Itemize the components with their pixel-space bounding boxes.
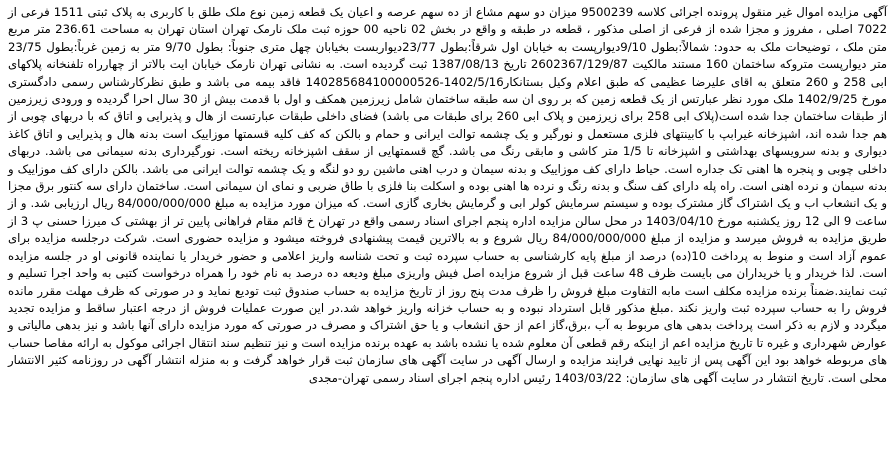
notice-body-text: آگهی مزایده اموال غیر منقول پرونده اجرائی کلاسه 9500239 میزان دو سهم مشاع از ده سهم عرصه و اعیان یک قطعه زمین نوع ملک طلق با کاربری به پلاک ثبتی 1511 فرعی از 7022 اصلی ، مفروز و مجزا شده از فرعی از اصلی مذکور ، قطعه در طبقه و واقع در بخش 02 ناحیه 00 حوزه ثبت ملک نارمک تهران استان تهران به مساحت 236.61 متر مربع متن ملک ، توضیحات ملک به حدود: شمالاً:بطول 9/10دیوارپست به خیابان اول شرقاً:بطول 23/77دیواربست بخیابان چهل متری جنوباً: بطول 9/70 متر به زمین غرباً:بطول 23/75 متر دیوارپست متروکه ساختمان 160 مستند مالکیت 2602367/129/87 تاریخ 1387/08/13 ثبت گردیده است. به نشانی تهران نارمک خیابان ایت بالاتر از چهارراه تلفنخانه پلاکهای ابی 258 و 260 متعلق به اقای علیرضا عظیمی که طبق اعلام وکیل بستانکار1402/5/16-140285684100000526 فاقد بیمه می باشد و طبق نظرکارشناس رسمی دادگستری مورخ 1402/9/25 ملک مورد نظر عبارتس از یک قطعه زمین که بر روی ان سه طبقه ساختمان شامل زیرزمین همکف و اول با قدمت بیش از 30 سال احرا گردیده و ورودی زیرزمین از طبقات ساختمان جدا شده است(پلاک ابی 258 برای زیرزمین و پلاک ابی 260 برای طبقات می باشد) فضای داخلی طبقات عبارتست از هال و پذیرایی و اتاق که با دربهای چوبی از هم جدا شده اند، اشپزخانه غیرابپ با کابینتهای فلزی مستعمل و نورگیر و یک چشمه توالت ایرانی و حمام و بالکن که کف کلیه قسمتها موزاییک است بدنه هال و پذیرایی و اتاق کاغذ دیواری و بدنه سرویسهای بهداشتی و اشپزخانه تا 1/5 متر کاشی و مابقی رنگ می باشد. گچ قسمتهایی از سقف اشپزخانه ریخته است. نورگیرداری بدنه سیمانی می باشد. دربهای داخلی چوبی و پنجره ها اهنی تک جداره است. حیاط دارای کف موزاییک و بدنه سیمان و درب اهنی ماشین رو دو لنگه و یک چشمه توالت ایرانی می باشد. بالکن دارای کف موزاییک و بدنه سیمان و نرده اهنی است. راه پله دارای کف سنگ و بدنه رنگ و نرده ها اهنی بوده و اسکلت بنا فلزی با طاق ضربی و نمای ان سیمانی است. ساختمان دارای سه کنتور برق مجزا و یک انشعاب اب و یک اشتراک گاز مشترک بوده و سیستم سرمایش کولر ابی و گرمایش بخاری گازی است. که میزان مورد مزایده به مبلغ 84/000/000/000 ریال ارزیابی شد. و از ساعت 9 الی 12 روز یکشنبه مورخ 1403/04/10 در محل سالن مزایده اداره پنجم اجرای اسناد رسمی واقع در تهران خ قائم مقام فراهانی پایین تر از بهشتی ک میرزا حسنی پ 3 از طریق مزایده به فروش میرسد و مزایده از مبلغ 84/000/000/000 ریال شروع و به بالاترین قیمت پیشنهادی فروخته میشود و مزایده حضوری است. شرکت درجلسه مزایده برای عموم آزاد است و منوط به پرداخت 10(ده) درصد از مبلغ پایه کارشناسی به حساب سپرده ثبت و تحت شناسه واریز اعلامی و حضور خریدار یا نماینده قانونی او در جلسه مزایده است. لذا خریدار و یا خریداران می بایست ظرف 48 ساعت قبل از شروع مزایده اصل فیش واریزی مبلغ ودیعه ده درصد به نام خود را همراه درخواست کتبی به واحد اجرا تسلیم و ثبت نمایند.ضمناً برنده مزایده مکلف است مابه التفاوت مبلغ فروش را ظرف مدت پنج روز از تاریخ مزایده به حساب صندوق ثبت تودیع نماید و در صورتی که ظرف مهلت مقرر مانده فروش را به حساب سپرده ثبت واریز نکند .مبلغ مذکور قابل استرداد نبوده و به حساب خزانه واریز خواهد شد.در این صورت عملیات فروش از درجه اعتبار ساقط و مزایده تجدید میگردد و لازم به ذکر است پرداخت بدهی های مربوط به آب ،برق،گاز اعم از حق انشعاب و یا حق اشتراک و مصرف در صورتی که مورد مزایده دارای آنها باشد و نیز بدهی مالیاتی و عوارض شهرداری و غیره تا تاریخ مزایده اعم از اینکه رقم قطعی آن معلوم شده یا نشده باشد به عهده برنده مزایده است و نیز تنظیم سند انتقال اجرائی موکول به ارائه مفاصا حساب های مربوطه خواهد بود این آگهی پس از تایید نهایی فرایند مزایده و ارسال آگهی در سایت آگهی های سازمان ثبت قرار خواهد گرفت و به منزله انتشار آگهی در روزنامه کثیر الانتشار محلی است. تاریخ انتشار در سایت آگهی های سازمان: 1403/03/22 رئیس اداره پنجم اجرای اسناد رسمی تهران-مجدی (8, 5, 888, 385)
